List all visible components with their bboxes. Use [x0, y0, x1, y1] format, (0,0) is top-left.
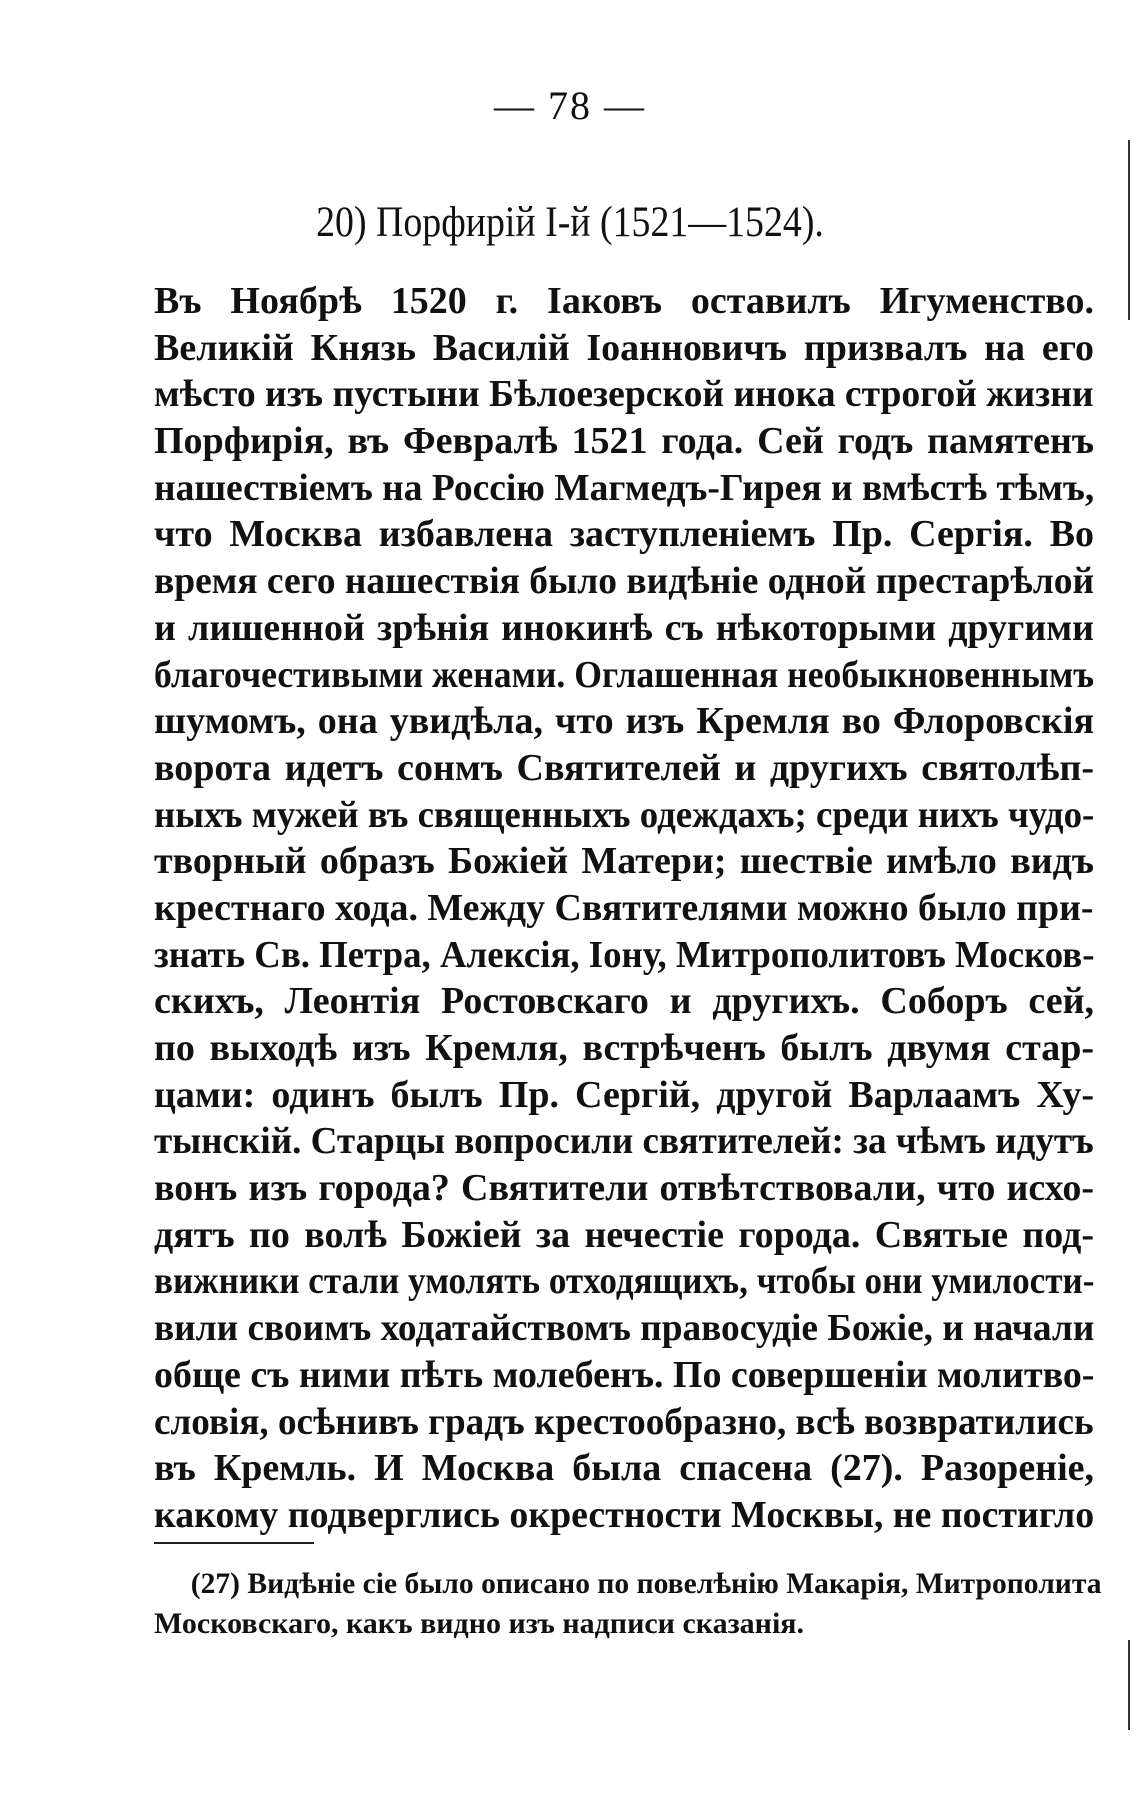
body-line: по выходѣ изъ Кремля, встрѣченъ былъ двумя стар-	[154, 1027, 1094, 1069]
body-line: въ Кремль. И Москва была спасена (27). Разоренiе,	[154, 1447, 1094, 1490]
body-line: цами: одинъ былъ Пр. Сергiй, другой Варлаамъ Ху-	[154, 1073, 1094, 1116]
body-line: время сего нашествiя было видѣнiе одной престарѣлой	[154, 560, 1094, 603]
body-line: Великiй Князь Василiй Iоанновичъ призвалъ на его	[154, 326, 1094, 369]
body-line: Порфирiя, въ Февралѣ 1521 года. Сей годъ памятенъ	[154, 420, 1094, 463]
body-line: вижники стали умолять отходящихъ, чтобы они умилости-	[154, 1260, 1094, 1303]
body-line: и лишенной зрѣнiя инокинѣ съ нѣкоторыми другими	[154, 606, 1094, 649]
body-line: словiя, осѣнивъ градъ крестообразно, всѣ возвратились	[154, 1400, 1094, 1443]
body-line: вонъ изъ города? Святители отвѣтствовали, что исхо-	[154, 1167, 1094, 1210]
body-line: нашествiемъ на Россiю Магмедъ-Гирея и вмѣстѣ тѣмъ,	[154, 466, 1094, 509]
body-line: какому подверглись окрестности Москвы, не постигло	[154, 1493, 1094, 1536]
body-line: Въ Ноябрѣ 1520 г. Iаковъ оставилъ Игуменство.	[154, 280, 1094, 322]
section-heading: 20) Порфирiй I-й (1521—1524).	[316, 199, 824, 246]
footnote-divider	[154, 1542, 314, 1544]
scan-edge-mark	[1128, 1640, 1130, 1730]
body-line: дятъ по волѣ Божiей за нечестiе города. Святые под-	[154, 1213, 1094, 1256]
body-line: скихъ, Леонтiя Ростовскаго и другихъ. Соборъ сей,	[154, 980, 1094, 1023]
page-number: — 78 —	[494, 83, 646, 128]
body-line: знать Св. Петра, Алексiя, Iону, Митрополитовъ Москов-	[154, 933, 1094, 976]
body-line: вили своимъ ходатайствомъ правосудiе Божiе, и начали	[154, 1307, 1094, 1350]
body-line: тынскiй. Старцы вопросили святителей: за чѣмъ идутъ	[154, 1120, 1094, 1163]
body-line: что Москва избавлена заступленiемъ Пр. Сергiя. Во	[154, 513, 1094, 556]
body-line: мѣсто изъ пустыни Бѣлоезерской инока строгой жизни	[154, 373, 1094, 416]
scan-edge-mark	[1128, 140, 1130, 320]
footnote	[154, 1564, 1102, 1644]
body-line: ворота идетъ сонмъ Святителей и другихъ святолѣп-	[154, 746, 1094, 789]
body-text	[154, 278, 1094, 1539]
body-line: творный образъ Божiей Матери; шествiе имѣло видъ	[154, 840, 1094, 883]
body-line: шумомъ, она увидѣла, что изъ Кремля во Флоровскiя	[154, 700, 1094, 743]
body-line: ныхъ мужей въ священныхъ одеждахъ; среди нихъ чудо-	[154, 793, 1094, 836]
footnote-line: Московскаго, какъ видно изъ надписи сказанiя.	[154, 1607, 805, 1640]
body-line: обще съ ними пѣть молебенъ. По совершенiи молитво-	[154, 1353, 1094, 1396]
body-line: благочестивыми женами. Оглашенная необыкновеннымъ	[154, 653, 1094, 696]
body-line: крестнаго хода. Между Святителями можно было при-	[154, 886, 1094, 929]
footnote-line: (27) Видѣнiе сiе было описано по повелѣнiю Макарiя, Митрополита	[190, 1567, 1102, 1600]
